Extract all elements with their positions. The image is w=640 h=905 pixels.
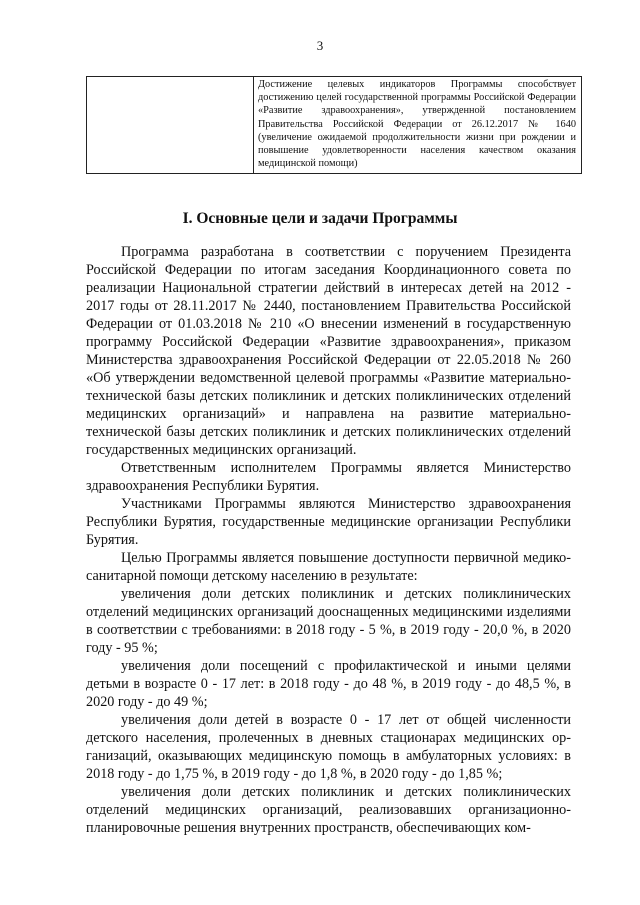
- page-number: 3: [316, 38, 324, 53]
- paragraph: увеличения доли детских поликлиник и детских поликлинических отделений медицинских организаций, реализовавших организационно-планировочные решения внутренних пространств, обеспечивающих ком-: [86, 784, 571, 836]
- paragraph: увеличения доли детских поликлиник и детских поликлинических отделений медицинских организаций дооснащенных медицинскими изделиями в соответствии с требованиями: в 2018 году - 5 %, в 2019 году - 20,0 %, в 2020 году - 95 %;: [86, 586, 571, 656]
- table-cell-right: Достижение целевых индикаторов Программы способствует достижению целей государственной программы Российской Федерации «Развитие здравоохранения», утвержденной постановлением Правительства Российской Федерации от 26.12.2017 № 1640 (увеличение ожидаемой продолжительности жизни при рождении и повышение удовлетворенности населения качеством оказания медицинской помощи): [258, 79, 576, 170]
- paragraph: увеличения доли посещений с профилактической и иными целями детьми в возрасте 0 - 17 лет: в 2018 году - до 48 %, в 2019 году - до 48,5 %, в 2020 году - до 49 %;: [86, 658, 571, 710]
- paragraph: Ответственным исполнителем Программы является Министерство здравоохранения Республики Бурятия.: [86, 460, 571, 494]
- paragraph: Участниками Программы являются Министерство здравоохранения Республики Бурятия, государственные медицинские организации Республики Бурятия.: [86, 496, 571, 548]
- body-text: [86, 243, 571, 837]
- paragraph: Программа разработана в соответствии с поручением Президента Российской Федерации по итогам заседания Координационного совета по реализации Национальной стратегии действий в интересах детей на 2012 - 2017 годы от 28.11.2017 № 2440, постановлением Правительства Российской Федерации от 01.03.2018 № 210 «О внесении изменений в государственную программу Российской Федерации «Развитие здравоохранения», приказом Министерства здравоохранения Российской Федерации от 22.05.2018 № 260 «Об утверждении ведомственной целевой программы «Развитие материально-технической базы детских поликлиник и детских поликлинических отделений медицинских организаций» и направлена на развитие материально-технической базы детских поликлиник и детских поликлинических отделений государственных медицинских организаций.: [86, 244, 571, 458]
- paragraph: Целью Программы является повышение доступности первичной медико-санитарной помощи детскому населению в результате:: [86, 550, 571, 584]
- section-title: I. Основные цели и задачи Программы: [182, 210, 458, 227]
- goals-table: [86, 76, 582, 174]
- table-cell-left: [87, 77, 254, 173]
- paragraph: увеличения доли детей в возрасте 0 - 17 лет от общей численности детского населения, пролеченных в дневных стационарах медицинских организаций, оказывающих медицинскую помощь в амбулаторных условиях: в 2018 году - до 1,75 %, в 2019 году - до 1,8 %, в 2020 году - до 1,85 %;: [86, 712, 571, 782]
